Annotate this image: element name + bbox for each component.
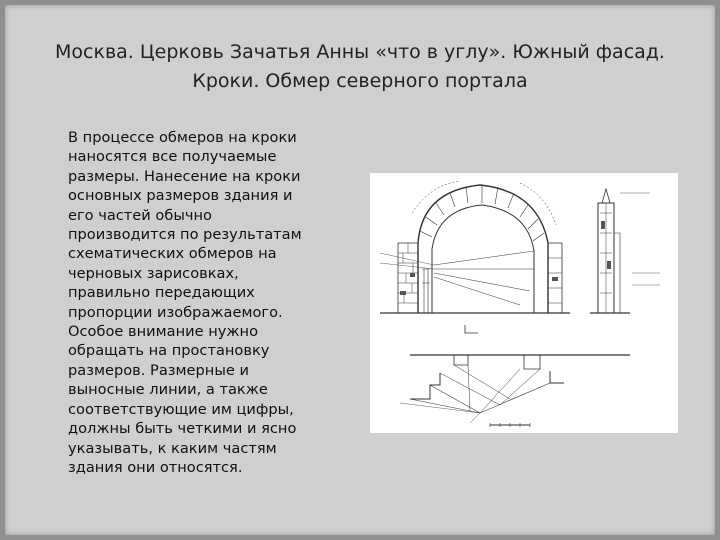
body-line: размеров. Размерные и: [68, 361, 249, 379]
body-line: Особое внимание нужно: [68, 323, 259, 341]
body-line: схематических обмеров на: [68, 245, 277, 263]
slide-title: [0, 38, 720, 96]
title-line-2: Кроки. Обмер северного портала: [192, 70, 528, 92]
body-line: выносные линии, а также: [68, 381, 268, 399]
body-line: здания они относятся.: [68, 458, 243, 476]
body-line: должны быть четкими и ясно: [68, 420, 297, 438]
body-line: В процессе обмеров на кроки: [68, 129, 297, 146]
body-line: его частей обычно: [68, 206, 212, 224]
body-line: обращать на простановку: [68, 342, 270, 360]
body-line: соответствующие им цифры,: [68, 400, 294, 418]
architectural-sketch-image: [370, 173, 678, 433]
title-line-1: Москва. Церковь Зачатья Анны «что в углу». Южный фасад.: [55, 41, 665, 63]
body-line: основных размеров здания и: [68, 187, 293, 205]
body-line: производится по результатам: [68, 226, 302, 244]
body-line: наносятся все получаемые: [68, 148, 277, 166]
body-text: [68, 128, 368, 477]
body-line: размеры. Нанесение на кроки: [68, 167, 301, 185]
body-line: пропорции изображаемого.: [68, 303, 283, 321]
sketch-drawing-icon: [370, 173, 678, 433]
body-line: черновых зарисовках,: [68, 264, 239, 282]
body-line: правильно передающих: [68, 284, 255, 302]
body-line: указывать, к каким частям: [68, 439, 277, 457]
